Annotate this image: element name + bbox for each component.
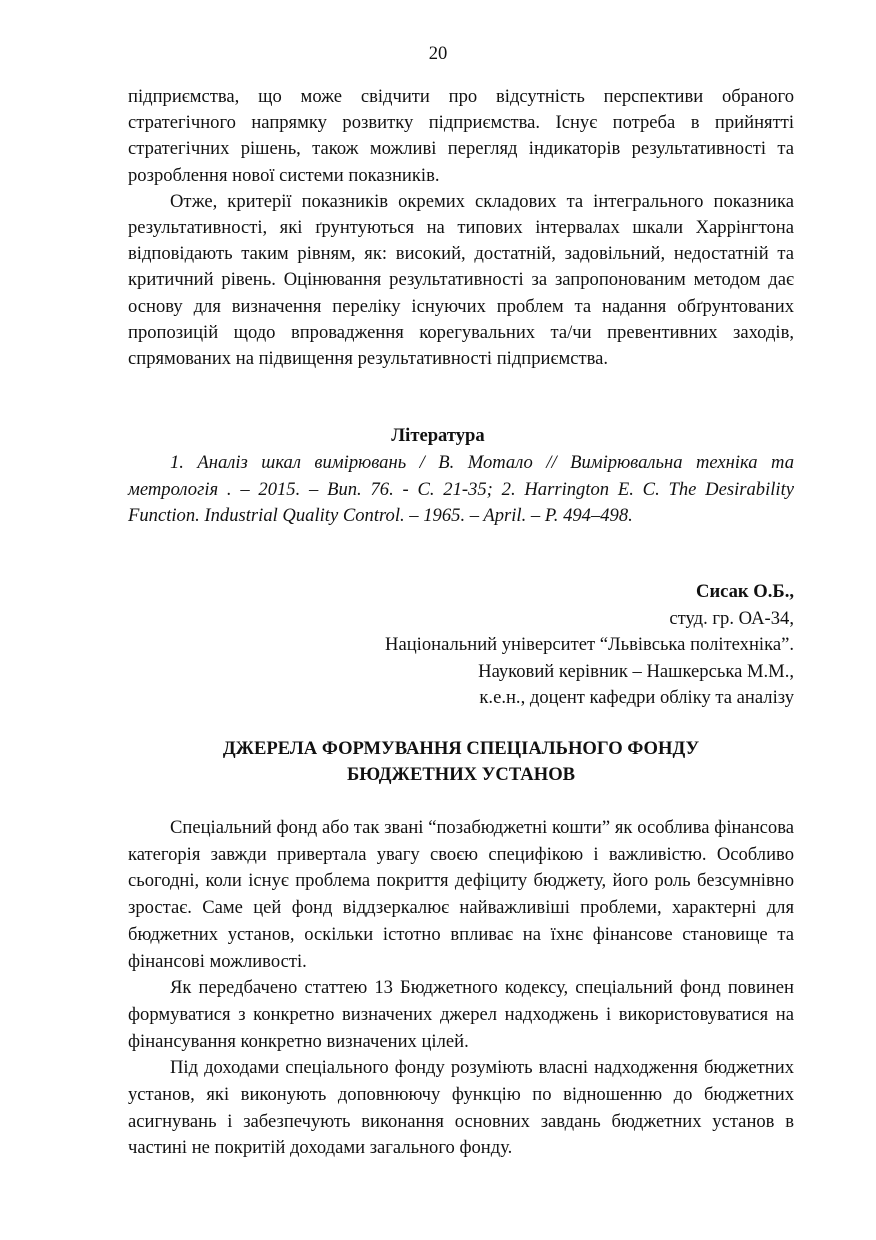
author-university: Національний університет “Львівська політехніка”. [385, 634, 794, 655]
references [128, 450, 794, 530]
literature-heading: Література [391, 425, 485, 446]
supervisor-title: к.е.н., доцент кафедри обліку та аналізу [479, 687, 794, 708]
continuation-text [128, 84, 794, 372]
article-title-line: ДЖЕРЕЛА ФОРМУВАННЯ СПЕЦІАЛЬНОГО ФОНДУ [222, 738, 700, 759]
article-title-line: БЮДЖЕТНИХ УСТАНОВ [346, 764, 576, 785]
article-body [128, 815, 794, 1162]
article-title [128, 736, 794, 788]
paragraph: Отже, критерії показників окремих складових та інтегрального показника результативності, які ґрунтуються на типових інтервалах шкали Харрінгтона відповідають таким рівням, як: високий, достатній, задовільний, недостатній та критичний рівень. Оцінювання результативності за запропонованим методом дає основу для визначення переліку існуючих проблем та надання обґрунтованих пропозицій щодо впровадження корегувальних та/чи превентивних заходів, спрямованих на підвищення результативності підприємства. [128, 190, 794, 370]
reference-list: 1. Аналіз шкал вимірювань / В. Мотало // Вимірювальна техніка та метрологія . – 2015. – Вип. 76. - С. 21-35; 2. Harrington E. C. The Desirability Function. Industrial Quality Control. – 1965. – April. – P. 494–498. [128, 452, 794, 526]
paragraph: підприємства, що може свідчити про відсутність перспективи обраного стратегічного напрямку розвитку підприємства. Існує потреба в прийнятті стратегічних рішень, також можливі перегляд індикаторів результативності та розроблення нової системи показників. [128, 86, 794, 186]
page-number: 20 [428, 43, 448, 64]
supervisor: Науковий керівник – Нашкерська М.М., [478, 660, 794, 682]
author-name: Сисак О.Б., [696, 581, 794, 602]
paragraph: Як передбачено статтею 13 Бюджетного кодексу, спеціальний фонд повинен формуватися з конкретно визначених джерел надходжень і використовуватися на фінансування конкретно визначених цілей. [128, 977, 794, 1052]
author-block [128, 579, 794, 712]
author-group: студ. гр. ОА-34, [669, 607, 794, 629]
paragraph: Спеціальний фонд або так звані “позабюджетні кошти” як особлива фінансова категорія завжди привертала увагу своєю специфікою і важливістю. Особливо сьогодні, коли існує проблема покриття дефіциту бюджету, його роль безсумнівно зростає. Саме цей фонд віддзеркалює найважливіші проблеми, характерні для бюджетних установ, оскільки істотно впливає на їхнє фінансове становище та фінансові можливості. [128, 817, 794, 972]
paragraph: Під доходами спеціального фонду розуміють власні надходження бюджетних установ, які виконують доповнюючу функцію по відношенню до бюджетних асигнувань і забезпечують виконання основних завдань бюджетних установ в частині не покритій доходами загального фонду. [128, 1057, 794, 1159]
